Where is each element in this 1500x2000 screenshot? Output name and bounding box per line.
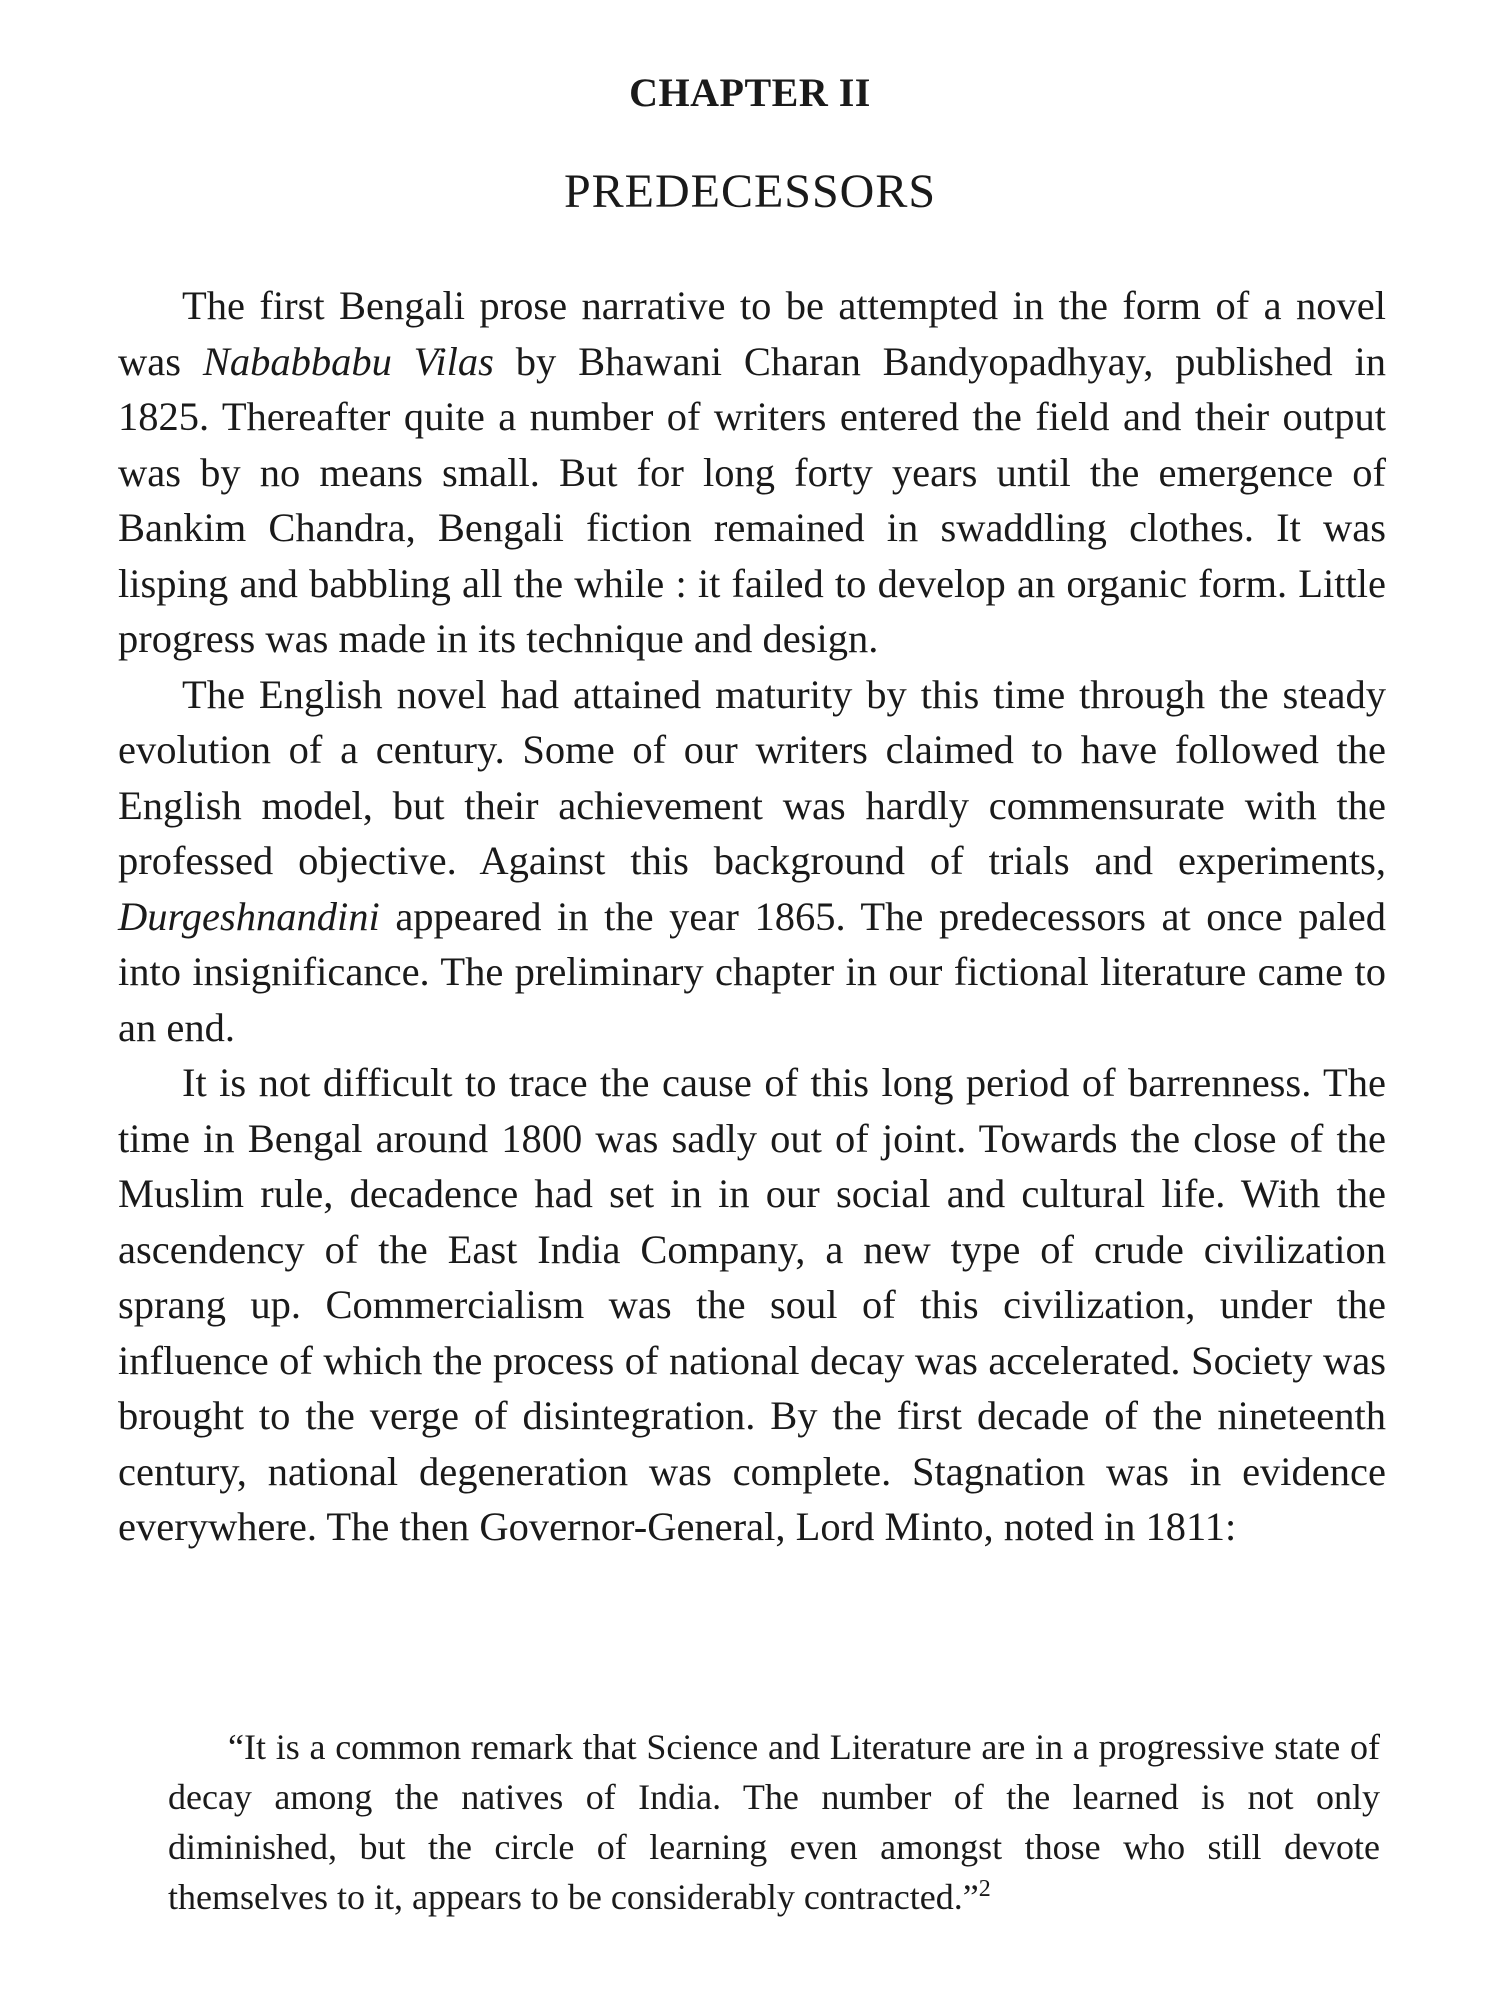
paragraph-3: It is not difficult to trace the cause of this long period of barrenness. The time in Bengal around 1800 was sadly out of joint. Towards the close of the Muslim rule, decadence had set in in our social and cultural life. With the ascendency of the East India Company, a new type of crude civilization sprang up. Commercialism was the soul of this civilization, under the influence of which the process of national decay was accelerated. Society was brought to the verge of disintegration. By the first decade of the nineteenth century, national degeneration was complete. Stagnation was in evidence everywhere. The then Governor-General, Lord Minto, noted in 1811:: [118, 1060, 1386, 1549]
footnote-reference[interactable]: 2: [978, 1876, 991, 1902]
quote-text: “It is a common remark that Science and Literature are in a progressive state of decay among the natives of India. The number of the learned is not only diminished, but the circle of learning even amongst those who still devote themselves to it, appears to be considerably contracted.”: [168, 1727, 1380, 1917]
paragraph-2: [118, 667, 1386, 1056]
chapter-body: [118, 278, 1386, 1555]
paragraph-1-text-a: The first Bengali prose narrative to be attempted in the form of a novel was: [118, 283, 1386, 384]
chapter-number: CHAPTER II: [629, 70, 871, 115]
block-quote: [168, 1722, 1380, 1922]
novel-title-nababbabu-vilas: Nababbabu Vilas: [202, 338, 494, 384]
paragraph-1: [118, 278, 1386, 667]
paragraph-2-text-a: The English novel had attained maturity by this time through the steady evolution of a century. Some of our writers claimed to have followed the English model, but their achievement was hardly commensurate with the professed objective. Against this background of trials and experiments,: [118, 671, 1386, 883]
chapter-title: PREDECESSORS: [563, 165, 937, 218]
paragraph-2-text-b: appeared in the year 1865. The predecessors at once paled into insignificance. The preliminary chapter in our fictional literature came to an end.: [118, 893, 1386, 1050]
novel-title-durgeshnandini: Durgeshnandini: [118, 893, 380, 939]
paragraph-1-text-b: by Bhawani Charan Bandyopadhyay, published in 1825. Thereafter quite a number of writers entered the field and their output was by no means small. But for long forty years until the emergence of Bankim Chandra, Bengali fiction remained in swaddling clothes. It was lisping and babbling all the while : it failed to develop an organic form. Little progress was made in its technique and design.: [118, 338, 1386, 661]
